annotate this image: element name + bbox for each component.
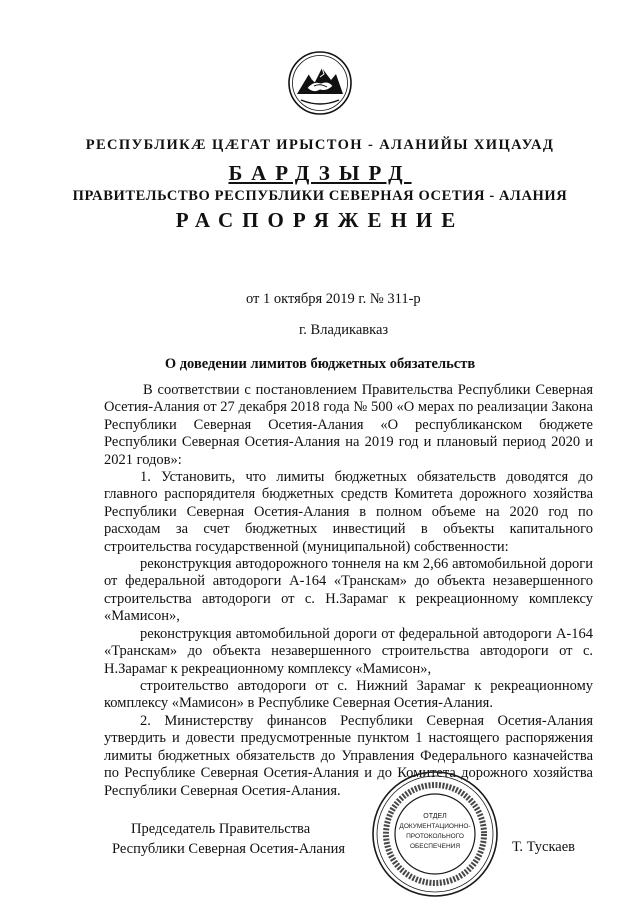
coat-of-arms-icon [287, 50, 353, 116]
header-government-title: ПРАВИТЕЛЬСТВО РЕСПУБЛИКИ СЕВЕРНАЯ ОСЕТИЯ - АЛАНИЯ [72, 188, 568, 204]
signature-title [112, 819, 345, 859]
body-paragraph-object-2: реконструкция автомобильной дороги от федеральной автодороги А-164 «Транскам» до объекта незавершенного строительства автодороги от с. Н.Зарамаг к рекреационному комплексу «Мамисон», [104, 626, 593, 677]
document-type-title: РАСПОРЯЖЕНИЕ [175, 208, 465, 232]
official-stamp-icon [371, 770, 499, 898]
signature-title-line-2: Республики Северная Осетия-Алания [112, 841, 346, 857]
header-bardzyrd: БАРДЗЫРД [228, 161, 412, 185]
body-paragraph-object-1: реконструкция автодорожного тоннеля на км 2,66 автомобильной дороги от федеральной автодороги А-164 «Транскам» до объекта незавершенного строительства автодороги от с. Н.Зарамаг к рекреационному комплексу «Мамисон», [104, 556, 593, 625]
header-ossetian-title: РЕСПУБЛИКÆ ЦÆГАТ ИРЫСТОН - АЛАНИЙЫ ХИЦАУАД [85, 137, 555, 153]
document-date-number: от 1 октября 2019 г. № 311-р [246, 291, 421, 307]
document-city: г. Владикавказ [299, 322, 389, 338]
document-subject: О доведении лимитов бюджетных обязательств [164, 356, 476, 372]
body-paragraph-item-1: 1. Установить, что лимиты бюджетных обязательств доводятся до главного распорядителя бюджетных средств Комитета дорожного хозяйства Республики Северная Осетия-Алания в полном объеме на 2020 год по расходам за счет бюджетных инвестиций в объекты капитального строительства государственной (муниципальной) собственности: [104, 469, 593, 555]
stamp-line-4: ОБЕСПЕЧЕНИЯ [409, 843, 461, 850]
stamp-line-1: ОТДЕЛ [423, 813, 447, 820]
signature-title-line-1: Председатель Правительства [131, 821, 311, 837]
body-paragraph-preamble: В соответствии с постановлением Правительства Республики Северная Осетия-Алания от 27 декабря 2018 года № 500 «О мерах по реализации Закона Республики Северная Осетия-Алания «О республиканском бюджете Республики Северная Осетия-Алания на 2019 год и плановый период 2020 и 2021 годов»: [104, 382, 593, 468]
signature-name: Т. Тускаев [512, 839, 576, 855]
body-paragraph-item-2: 2. Министерству финансов Республики Северная Осетия-Алания утвердить и довести предусмотренные пунктом 1 настоящего распоряжения лимиты бюджетных обязательств до Управления Федерального казначейства по Республике Северная Осетия-Алания и до Комитета дорожного хозяйства Республики Северная Осетия-Алания. [104, 713, 593, 799]
body-paragraph-object-3: строительство автодороги от с. Нижний Зарамаг к рекреационному комплексу «Мамисон» в Республике Северная Осетия-Алания. [104, 678, 593, 712]
stamp-line-2: ДОКУМЕНТАЦИОННО- [399, 823, 471, 830]
stamp-line-3: ПРОТОКОЛЬНОГО [406, 833, 464, 840]
